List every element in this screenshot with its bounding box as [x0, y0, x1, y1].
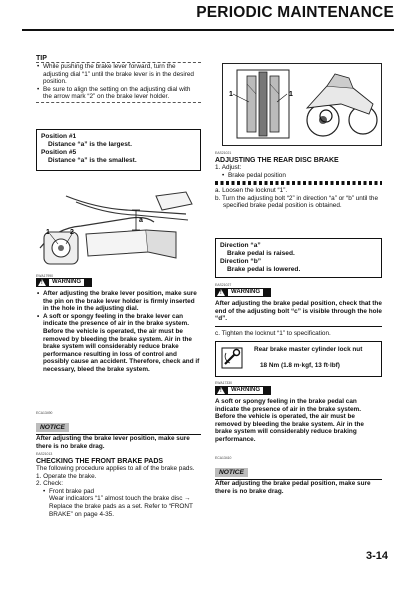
pad-callout-1b: 1 [289, 91, 293, 98]
notice-1 [36, 416, 201, 450]
notice-label: NOTICE [215, 468, 248, 477]
position-5-label: Position #5 [41, 149, 77, 156]
ref-code: EAS21021 [215, 151, 232, 155]
direction-a-label: Direction “a” [220, 242, 261, 249]
ref-code: EAS21013 [36, 452, 53, 456]
page-number: 3-14 [365, 550, 388, 562]
rear-brake-step-a: a. Loosen the locknut “1”. [215, 187, 288, 195]
warning-3-text: A soft or spongy feeling in the brake pedal can indicate the presence of air in the brake system. Before the vehicle is operated, the air must be removed by bleeding the brake system. Air in the brake system will considerably reduce braking performance. [215, 398, 364, 443]
rear-brake-step-1: 1. Adjust: [215, 164, 242, 171]
step-c: c. Tighten the locknut “1” to specification. [215, 330, 331, 337]
tip-rule-bottom [36, 102, 201, 103]
notice-1-text: After adjusting the brake lever position, make sure there is no brake drag. [36, 435, 190, 450]
spec-value: 18 Nm (1.8 m·kgf, 13 ft·lbf) [260, 362, 340, 369]
warning-triangle-icon: ! [217, 289, 225, 296]
spec-name: Rear brake master cylinder lock nut [254, 346, 363, 353]
front-pads-heading: CHECKING THE FRONT BRAKE PADS [36, 458, 164, 465]
rear-brake-section [215, 157, 382, 210]
direction-box [215, 238, 382, 278]
front-pads-step-1: 1. Operate the brake. [36, 472, 97, 480]
tip-bullet: • While pushing the brake lever forward, turn the adjusting dial “1” until the brake lever is in the desired position. [36, 63, 201, 86]
notice-label: NOTICE [36, 423, 69, 432]
brake-lever-illustration [36, 188, 201, 270]
front-pads-list [42, 488, 201, 496]
ref-code: ECA13410 [215, 456, 232, 460]
rear-brake-bullet: • Brake pedal position [221, 172, 382, 180]
brake-pad-illustration [223, 64, 381, 145]
front-pads-section [36, 458, 201, 518]
notice-2 [215, 461, 382, 495]
ref-code: ECA13490 [36, 411, 53, 415]
warning-header-2 [215, 288, 271, 297]
direction-b-text: Brake pedal is lowered. [227, 266, 301, 273]
callout-a: a [139, 217, 143, 224]
pad-callout-1: 1 [229, 91, 233, 98]
tip-label: TIP [36, 55, 47, 62]
warning-triangle-icon: ! [38, 279, 46, 286]
warning-1-body [36, 290, 201, 374]
position-1-label: Position #1 [41, 133, 77, 140]
warning-1-list [36, 290, 201, 374]
position-5-text: Distance “a” is the smallest. [48, 157, 137, 164]
ref-code: EWA17330 [215, 381, 233, 385]
ref-code: EWA17990 [36, 274, 54, 278]
position-box [36, 129, 201, 171]
tip-list [36, 63, 201, 101]
tip-section [36, 55, 201, 103]
warning-label: WARNING [228, 289, 263, 296]
tip-bullet: • Be sure to align the setting on the adjusting dial with the arrow mark “2” on the brake lever holder. [36, 86, 201, 101]
spec-box [215, 341, 382, 377]
front-pads-step-2: 2. Check: [36, 480, 63, 488]
direction-a-text: Brake pedal is raised. [227, 250, 295, 257]
callout-1: 1 [46, 229, 50, 236]
rear-brake-heading: ADJUSTING THE REAR DISC BRAKE [215, 157, 339, 164]
warning-1-bullet: • After adjusting the brake lever position, make sure the pin on the brake lever holder is firmly inserted in the hole in the adjusting dial. [36, 290, 201, 313]
warning-header-1 [36, 278, 92, 287]
torque-wrench-icon [221, 347, 243, 369]
position-1-text: Distance “a” is the largest. [48, 141, 132, 148]
warning-header-3 [215, 386, 271, 395]
warning-triangle-icon: ! [217, 387, 225, 394]
rear-brake-list [221, 172, 382, 180]
direction-b-label: Direction “b” [220, 258, 262, 265]
front-pads-bullet: • Front brake pad [42, 488, 201, 496]
brake-pad-figure [222, 63, 382, 146]
callout-2: 2 [70, 229, 74, 236]
ref-code: EAS21027 [215, 283, 232, 287]
warning-2-text: After adjusting the brake pedal position, check that the end of the adjusting bolt “c” is visible through the hole “d”. [215, 300, 382, 323]
header-rule [22, 29, 394, 31]
bullet-divider [215, 181, 382, 185]
front-pads-intro: The following procedure applies to all of the brake pads. [36, 465, 195, 472]
page-header-title: PERIODIC MAINTENANCE [196, 4, 394, 21]
warning-label: WARNING [228, 387, 263, 394]
notice-2-text: After adjusting the brake pedal position, make sure there is no brake drag. [215, 480, 371, 495]
front-pads-detail: Wear indicators “1” almost touch the brake disc → Replace the brake pads as a set. Refer to “FRONT BRAKE” on page 4-35. [49, 495, 193, 518]
rear-brake-step-b: b. Turn the adjusting bolt “2” in direction “a” or “b” until the specified brake pedal position is obtained. [215, 194, 379, 210]
warning-label: WARNING [49, 279, 84, 286]
step-c-rule [215, 326, 382, 327]
warning-1-bullet: • A soft or spongy feeling in the brake lever can indicate the presence of air in the brake system. Before the vehicle is operated, the air must be removed by bleeding the brake system. Air in the brake system will considerably reduce brake performance resulting in loss of control and possibly cause an accident. Therefore, check and if necessary, bleed the brake system. [36, 313, 201, 374]
